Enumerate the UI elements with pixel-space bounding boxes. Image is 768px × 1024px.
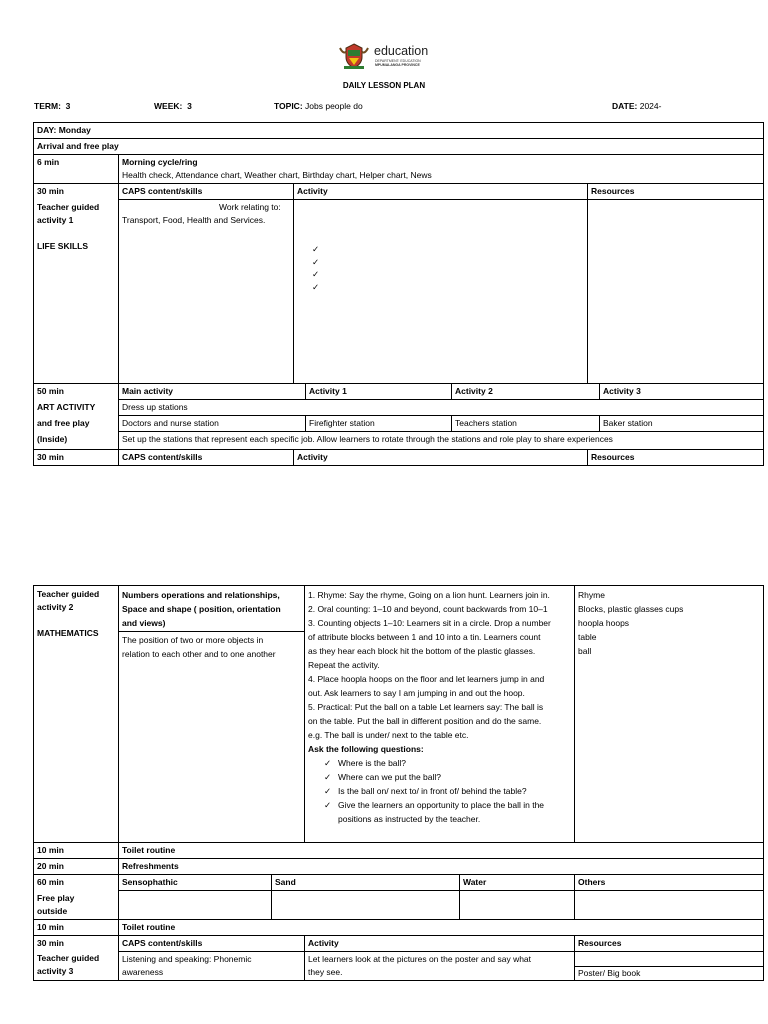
week-value: 3 — [187, 101, 192, 111]
arrival-cell: Arrival and free play — [34, 139, 764, 155]
ring-cell — [119, 155, 764, 184]
refresh-cell: Refreshments — [119, 859, 764, 875]
caps-header-3: CAPS content/skills — [119, 935, 305, 951]
activity-line: 5. Practical: Put the ball on a table Let learners say: The ball is — [308, 702, 544, 712]
term-label: TERM: — [34, 101, 61, 111]
caps-bold-1: Numbers operations and relationships, — [122, 590, 280, 600]
caps-text-2: relation to each other and to one another — [122, 649, 276, 659]
resources-header-2: Resources — [588, 450, 764, 466]
tga1-label-cell — [34, 200, 119, 384]
tga2-resources-cell — [575, 586, 764, 843]
question-continuation: positions as instructed by the teacher. — [338, 814, 481, 824]
check-icon: ✓ — [324, 800, 332, 810]
tga3-act-2: they see. — [308, 966, 343, 977]
activity-line: of attribute blocks between 1 and 10 into a tin. Learners count — [308, 632, 541, 642]
check-icon: ✓ — [312, 281, 320, 292]
toilet-time: 10 min — [34, 843, 119, 859]
outside-label-2: outside — [37, 905, 68, 916]
tga2-caps-cell — [119, 586, 305, 843]
questions-list — [308, 756, 571, 826]
resource-item: Rhyme — [578, 590, 605, 600]
tga1-activity-cell — [294, 200, 588, 384]
tga1-resources-cell — [588, 200, 764, 384]
tga2-subject: MATHEMATICS — [37, 628, 99, 638]
tga3-label-1: Teacher guided — [37, 953, 100, 963]
check-icon: ✓ — [324, 786, 332, 796]
tga1-caps-1: Work relating to: — [219, 202, 281, 212]
tga2-label-cell — [34, 586, 119, 843]
check-icon: ✓ — [324, 758, 332, 768]
ring-time: 6 min — [34, 155, 119, 184]
last-time: 30 min — [34, 450, 119, 466]
sand-header: Sand — [272, 875, 460, 891]
caps-text-1: The position of two or more objects in — [122, 635, 264, 645]
caps-bold-2: Space and shape ( position, orientation — [122, 604, 281, 614]
water-header: Water — [460, 875, 575, 891]
questions-heading: Ask the following questions: — [308, 744, 424, 754]
page-title: DAILY LESSON PLAN — [342, 81, 426, 90]
activity-line: on the table. Put the ball in different position and do the same. — [308, 716, 542, 726]
activity-line: 2. Oral counting: 1–10 and beyond, count backwards from 10–1 — [308, 604, 548, 614]
date-label: DATE: — [612, 101, 638, 111]
activity-line: Repeat the activity. — [308, 660, 380, 670]
date-value: 2024- — [639, 101, 662, 111]
activity-header: Activity — [294, 184, 588, 200]
water-cell — [460, 891, 575, 920]
tga2-activity-cell — [305, 586, 575, 843]
day-cell: DAY: Monday — [34, 123, 764, 139]
tga3-caps-2: awareness — [122, 966, 164, 977]
art-label-3: (Inside) — [34, 432, 119, 450]
toilet-cell: Toilet routine — [119, 843, 764, 859]
question-item: ✓ Where can we put the ball? — [324, 772, 442, 782]
tga2-label-1: Teacher guided — [37, 589, 100, 599]
refresh-time: 20 min — [34, 859, 119, 875]
activity-3-header: Activity 3 — [600, 384, 764, 400]
art-label-1: ART ACTIVITY — [34, 400, 119, 416]
setup-cell: Set up the stations that represent each specific job. Allow learners to rotate through the stations and role play to share experiences — [119, 432, 764, 450]
department-logo — [338, 42, 432, 70]
logo-text: education — [374, 44, 429, 58]
station-1: Doctors and nurse station — [119, 416, 306, 432]
term-field — [34, 101, 70, 111]
caps-header-2: CAPS content/skills — [119, 450, 294, 466]
logo-subtext-2: MPUMALANGA PROVINCE — [375, 63, 420, 67]
station-2: Firefighter station — [306, 416, 452, 432]
tga3-activity-cell — [305, 951, 575, 980]
tga3-label-2: activity 3 — [37, 966, 74, 976]
ring-title: Morning cycle/ring — [122, 157, 198, 167]
tga1-caps-2: Transport, Food, Health and Services. — [122, 215, 266, 225]
activity-header-3: Activity — [305, 935, 575, 951]
tga3-resources-cell — [575, 951, 764, 980]
others-cell — [575, 891, 764, 920]
activity-line: 4. Place hoopla hoops on the floor and let learners jump in and — [308, 674, 545, 684]
sand-cell — [272, 891, 460, 920]
date-field — [612, 101, 661, 111]
caps-header: CAPS content/skills — [119, 184, 294, 200]
station-3: Teachers station — [452, 416, 600, 432]
activity-header-2: Activity — [294, 450, 588, 466]
activity-2-header: Activity 2 — [452, 384, 600, 400]
caps-bold-3: and views) — [122, 618, 166, 628]
tga3-caps-cell — [119, 951, 305, 980]
check-icon: ✓ — [312, 256, 320, 267]
question-item: ✓ Is the ball on/ next to/ in front of/ behind the table? — [324, 786, 527, 796]
art-time: 50 min — [34, 384, 119, 400]
topic-value: Jobs people do — [305, 101, 363, 111]
activity-line: out. Ask learners to say I am jumping in and out the hoop. — [308, 688, 525, 698]
activity-line: e.g. The ball is under/ next to the table etc. — [308, 730, 469, 740]
topic-field — [274, 101, 363, 111]
ring-text: Health check, Attendance chart, Weather chart, Birthday chart, Helper chart, News — [122, 170, 432, 180]
toilet2-cell: Toilet routine — [119, 919, 764, 935]
toilet2-time: 10 min — [34, 919, 119, 935]
tga1-label-1: Teacher guided — [37, 201, 100, 212]
resource-item: Blocks, plastic glasses cups — [578, 604, 684, 614]
bottom-lesson-table — [33, 585, 764, 981]
activity-line: as they hear each block hit the bottom of the plastic glasses. — [308, 646, 536, 656]
outside-label-1: Free play — [37, 892, 75, 903]
outside-label-cell — [34, 891, 119, 920]
week-label: WEEK: — [154, 101, 183, 111]
resources-header: Resources — [588, 184, 764, 200]
caps-text-block — [119, 632, 304, 662]
tga3-resources: Poster/ Big book — [578, 967, 641, 978]
activity-line: 1. Rhyme: Say the rhyme, Going on a lion hunt. Learners join in. — [308, 590, 550, 600]
resource-item: table — [578, 632, 597, 642]
tga1-time: 30 min — [34, 184, 119, 200]
term-value: 3 — [65, 101, 71, 111]
sensophathic-header: Sensophathic — [119, 875, 272, 891]
tga1-subject: LIFE SKILLS — [37, 240, 88, 251]
tga3-label-cell — [34, 951, 119, 980]
question-item: ✓ Where is the ball? — [324, 758, 407, 768]
check-icon: ✓ — [324, 772, 332, 782]
resource-item: ball — [578, 646, 592, 656]
topic-label: TOPIC: — [274, 101, 303, 111]
sensophathic-cell — [119, 891, 272, 920]
tga3-resources-blank — [575, 952, 763, 967]
tga3-caps-1: Listening and speaking: Phonemic — [122, 953, 252, 964]
others-header: Others — [575, 875, 764, 891]
caps-heading-block — [119, 586, 304, 632]
tga3-time: 30 min — [34, 935, 119, 951]
station-4: Baker station — [600, 416, 764, 432]
dress-up-cell: Dress up stations — [119, 400, 764, 416]
activity-line: 3. Counting objects 1–10: Learners sit in a circle. Drop a number — [308, 618, 551, 628]
activity-1-header: Activity 1 — [306, 384, 452, 400]
art-label-2: and free play — [34, 416, 119, 432]
question-item: ✓ Give the learners an opportunity to place the ball in the — [324, 800, 545, 810]
outside-time: 60 min — [34, 875, 119, 891]
tga3-act-1: Let learners look at the pictures on the poster and say what — [308, 953, 532, 964]
top-lesson-table — [33, 122, 764, 466]
main-activity-header: Main activity — [119, 384, 306, 400]
check-icon: ✓ — [312, 269, 320, 279]
tga2-label-2: activity 2 — [37, 602, 74, 612]
coat-of-arms-icon — [338, 42, 370, 70]
tga1-label-2: activity 1 — [37, 214, 74, 225]
logo-subtext-1: DEPARTMENT: EDUCATION — [375, 59, 421, 63]
resources-header-3: Resources — [575, 935, 764, 951]
resource-item: hoopla hoops — [578, 618, 630, 628]
check-icon: ✓ — [312, 244, 320, 254]
week-field — [154, 101, 192, 111]
tga1-caps-cell — [119, 200, 294, 384]
